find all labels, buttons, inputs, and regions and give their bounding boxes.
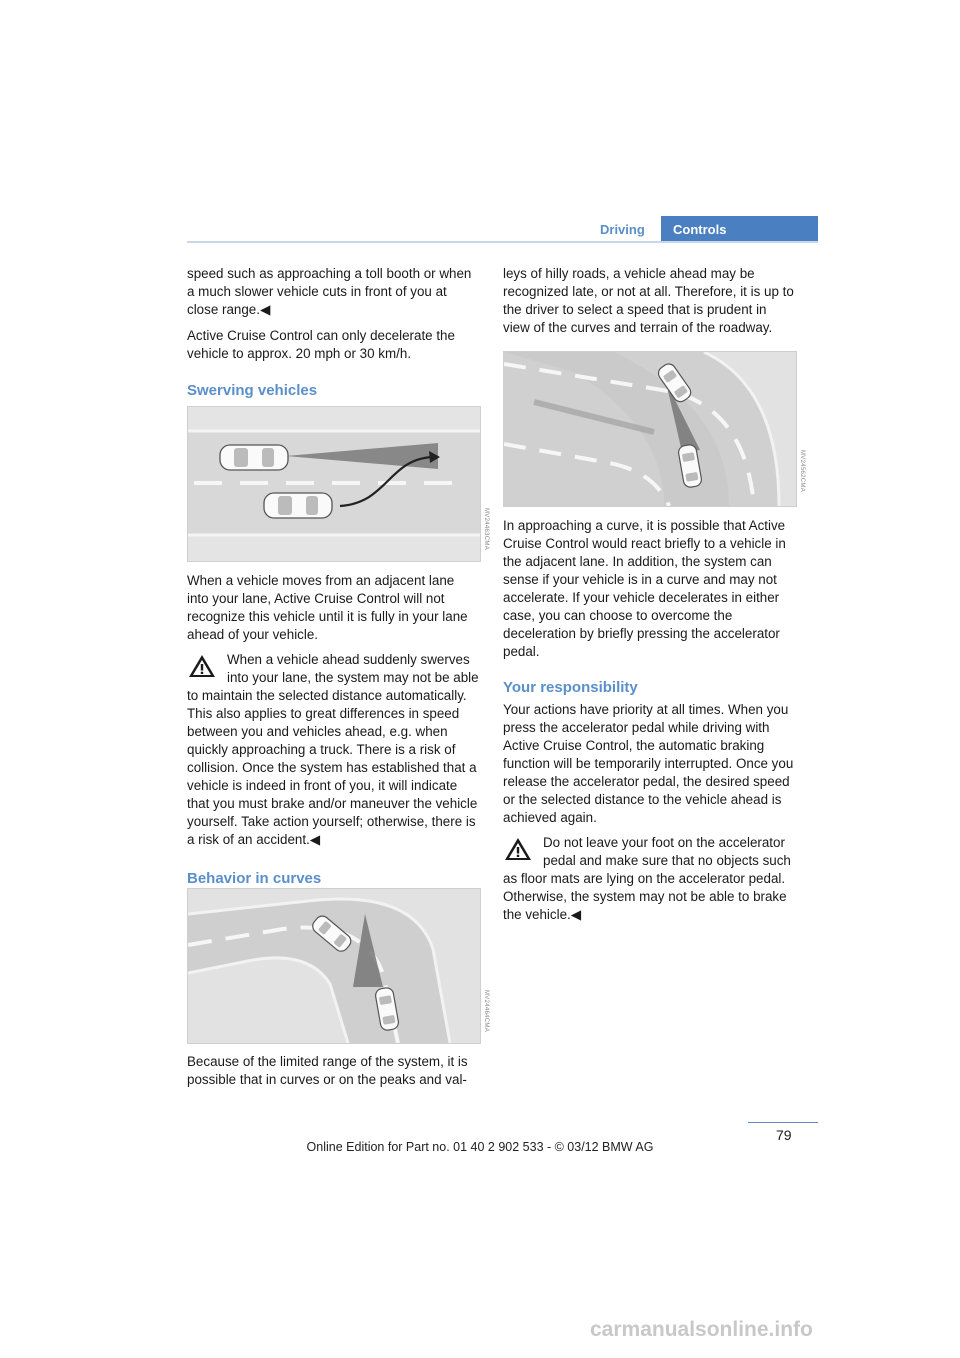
paragraph: Because of the limited range of the system, it is possible that in curves or on the peaks and val- xyxy=(187,1054,468,1087)
warning-triangle-icon xyxy=(503,836,535,862)
figure-approaching-curve xyxy=(503,351,797,507)
left-column xyxy=(187,265,479,400)
paragraph: leys of hilly roads, a vehicle ahead may be recognized late, or not at all. Therefore, it is up to the driver to select a speed that is prudent in view of the curves and terrain of the roadway. xyxy=(503,266,794,335)
watermark: carmanualsonline.info xyxy=(590,1318,813,1341)
section-label: Driving xyxy=(600,222,645,237)
right-column-lower xyxy=(503,517,796,931)
paragraph: speed such as approaching a toll booth or when a much slower vehicle cuts in front of you at close range.◀ xyxy=(187,266,472,317)
heading-your-responsibility: Your responsibility xyxy=(503,679,638,696)
header-rule xyxy=(187,241,818,243)
warning-paragraph xyxy=(187,651,479,849)
left-column-bottom xyxy=(187,1053,479,1096)
paragraph: When a vehicle moves from an adjacent lane into your lane, Active Cruise Control will not recognize this vehicle until it is fully in your lane ahead of your vehicle. xyxy=(187,573,468,642)
figure-behavior-in-curves xyxy=(187,888,481,1044)
page-number: 79 xyxy=(776,1127,792,1143)
chapter-tab: Controls xyxy=(661,216,818,243)
paragraph: Your actions have priority at all times. When you press the accelerator pedal while driving with Active Cruise Control, the automatic braking function will be temporarily interrupted. Once you release the accelerator pedal, the desired speed or the selected distance to the vehicle ahead is achieved again. xyxy=(503,702,794,825)
warning-text: Do not leave your foot on the accelerator pedal and make sure that no objects such as floor mats are lying on the accelerator pedal. Otherwise, the system may not be able to brake the vehicle.◀ xyxy=(503,835,791,922)
heading-swerving-vehicles: Swerving vehicles xyxy=(187,382,318,399)
paragraph: In approaching a curve, it is possible that Active Cruise Control would react briefly to a vehicle in the adjacent lane. In addition, the system can sense if your vehicle is in a curve and may not accelerate. If your vehicle decelerates in either case, you can choose to overcome the deceleration by briefly pressing the accelerator pedal. xyxy=(503,518,786,659)
footer-edition-note: Online Edition for Part no. 01 40 2 902 533 - © 03/12 BMW AG xyxy=(306,1140,654,1154)
heading-behavior-in-curves: Behavior in curves xyxy=(187,870,322,887)
figure-code: MV24463CMA xyxy=(483,508,489,551)
figure-code: MV24562CMA xyxy=(799,450,805,493)
warning-triangle-icon xyxy=(187,653,219,679)
warning-text: When a vehicle ahead suddenly swerves into your lane, the system may not be able to maintain the selected distance automatically. This also applies to great differences in speed between you and vehicles ahead, e.g. when quickly approaching a truck. There is a risk of collision. Once the system has established that a vehicle is indeed in front of you, it will indicate that you must brake and/or maneuver the vehicle yourself. Take action yourself; otherwise, there is a risk of an accident.◀ xyxy=(187,652,479,847)
figure-swerving-vehicles xyxy=(187,406,481,562)
left-column-lower xyxy=(187,572,479,888)
figure-code: MV24464CMA xyxy=(483,990,489,1033)
warning-paragraph xyxy=(503,834,796,924)
paragraph: Active Cruise Control can only decelerate the vehicle to approx. 20 mph or 30 km/h. xyxy=(187,328,455,361)
right-column xyxy=(503,265,796,344)
page-number-rule xyxy=(748,1122,818,1123)
